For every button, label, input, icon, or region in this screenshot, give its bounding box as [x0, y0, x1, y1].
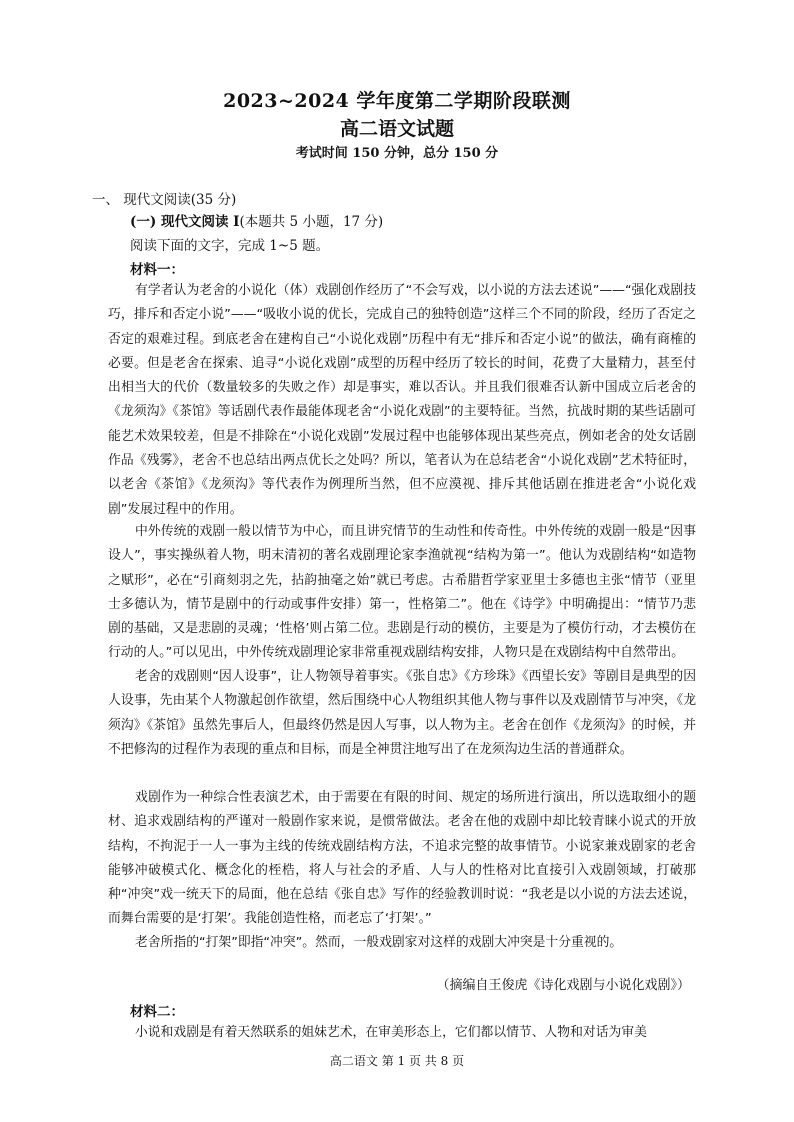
material-1-source: （摘编自王俊虎《诗化戏剧与小说化戏剧》） — [436, 978, 690, 993]
material-1-paragraph-2: 中外传统的戏剧一般以情节为中心，而且讲究情节的生动性和传奇性。中外传统的戏剧一般是“因事设人”，事实操纵着人物，明末清初的著名戏剧理论家李渔就视“结构为第一”。他认为戏剧结构“如造物之赋形”，必在“引商刻羽之先，拈韵抽毫之始”就已考虑。古希腊哲学家亚里士多德也主张“情节（亚里士多德认为，情节是剧中的行动或事件安排）第一，性格第二”。他在《诗学》中明确提出：“情节乃悲剧的基础，又是悲剧的灵魂；‘性格’则占第二位。悲剧是行动的模仿，主要是为了模仿行动，才去模仿在行动的人。”可以见出，中外传统戏剧理论家非常重视戏剧结构安排，人物只是在戏剧结构中自然带出。 — [108, 524, 696, 661]
page-footer: 高二语文 第 1 页 共 8 页 — [329, 1054, 465, 1068]
subsection-note: (本题共 5 小题，17 分) — [239, 214, 384, 230]
material-2-label: 材料二： — [130, 1004, 184, 1020]
subsection-heading — [130, 210, 383, 230]
reading-instruction: 阅读下面的文字，完成 1~5 题。 — [130, 238, 330, 254]
material-1-paragraph-4: 戏剧作为一种综合性表演艺术，由于需要在有限的时间、规定的场所进行演出，所以选取细小的题材、追求戏剧结构的严谨对一般剧作家来说，是惯常做法。老舍在他的戏剧中却比较青睐小说式的开放结构，不拘泥于一人一事为主线的传统戏剧结构方法，不追求完整的故事情节。小说家兼戏剧家的老舍能够冲破模式化、概念化的桎梏，将人与社会的矛盾、人与人的性格对比直接引入戏剧领域，打破那种“冲突”戏一统天下的局面，他在总结《张自忠》写作的经验教训时说：“我老是以小说的方法去述说，而舞台需要的是‘打架’。我能创造性格，而老忘了‘打架’。” — [108, 790, 696, 927]
material-1-label: 材料一： — [130, 262, 184, 278]
material-1-paragraph-3: 老舍的戏剧则“因人设事”，让人物领导着事实。《张自忠》《方珍珠》《西望长安》等剧目是典型的因人设事，先由某个人物激起创作欲望，然后围绕中心人物组织其他人物与事件以及戏剧情节与冲突，《龙须沟》《茶馆》虽然先事后人，但最终仍然是因人写事，以人物为主。老舍在创作《龙须沟》的时候，并不把修沟的过程作为表现的重点和目标，而是全神贯注地写出了在龙须沟边生活的普通群众。 — [108, 669, 696, 757]
material-1-paragraph-5: 老舍所指的“打架”即指“冲突”。然而，一般戏剧家对这样的戏剧大冲突是十分重视的。 — [135, 935, 623, 950]
exam-title: 2023~2024 学年度第二学期阶段联测 — [223, 90, 571, 112]
material-2-paragraph-1: 小说和戏剧是有着天然联系的姐妹艺术，在审美形态上，它们都以情节、人物和对话为审美 — [135, 1025, 647, 1040]
subsection-title: (一) 现代文阅读 I — [130, 214, 240, 230]
material-1-paragraph-1: 有学者认为老舍的小说化（体）戏剧创作经历了“不会写戏，以小说的方法去述说”——“强化戏剧技巧，排斥和否定小说”——“吸收小说的优长，完成自己的独特创造”这样三个不同的阶段，经历了否定之否定的艰难过程。到底老舍在建构自己“小说化戏剧”历程中有无“排斥和否定小说”的做法，确有商榷的必要。但是老舍在探索、追寻“小说化戏剧”成型的历程中经历了较长的时间，花费了大量精力，甚至付出相当大的代价（数量较多的失败之作）却是事实，难以否认。并且我们很难否认新中国成立后老舍的《龙须沟》《茶馆》等话剧代表作最能体现老舍“小说化戏剧”的主要特征。当然，抗战时期的某些话剧可能艺术效果较差，但是不排除在“小说化戏剧”发展过程中也能够体现出某些亮点，例如老舍的处女话剧作品《残雾》，老舍不也总结出两点优长之处吗？所以，笔者认为在总结老舍“小说化戏剧”艺术特征时，以老舍《茶馆》《龙须沟》等代表作为例理所当然，但不应漠视、排斥其他话剧在推进老舍“小说化戏剧”发展过程中的作用。 — [108, 283, 696, 517]
section-heading: 一、 现代文阅读(35 分) — [92, 192, 237, 208]
exam-subject-title: 高二语文试题 — [339, 118, 454, 140]
exam-info: 考试时间 150 分钟，总分 150 分 — [295, 146, 499, 161]
